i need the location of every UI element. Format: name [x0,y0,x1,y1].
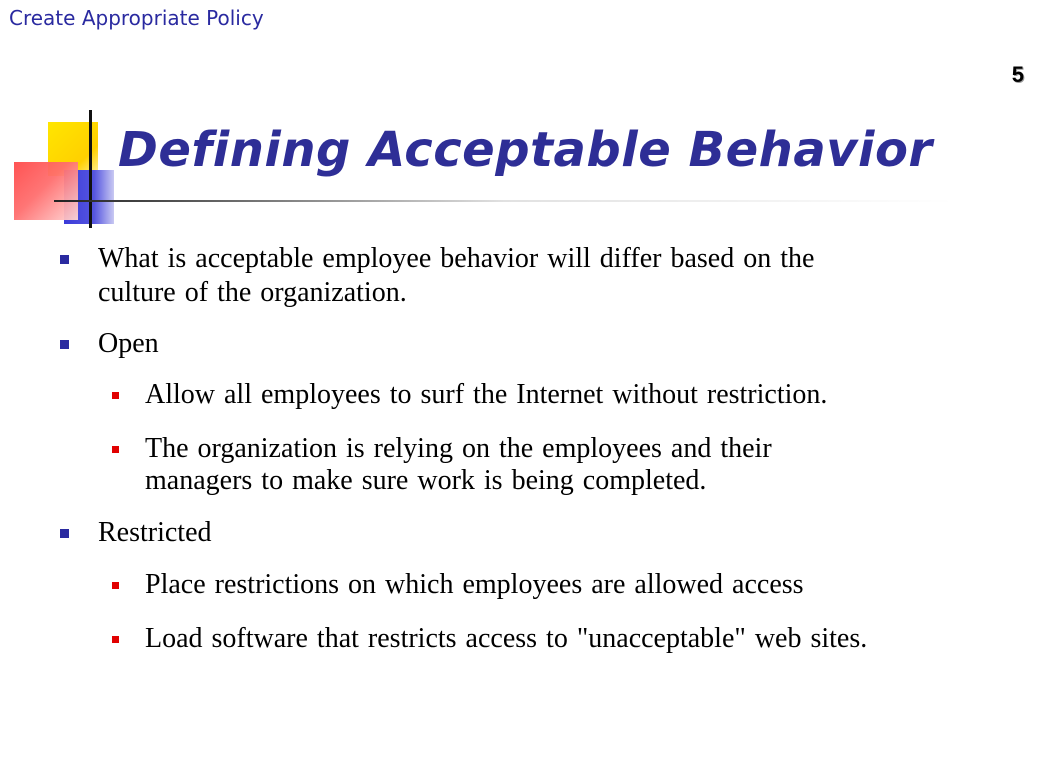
sub-bullet-text-2-2: The organization is relying on the employees and their [145,433,772,464]
sub-bullet-text-3-1: Place restrictions on which employees are allowed access [145,569,804,600]
sub-bullet-marker [112,392,119,399]
sub-bullet-marker [112,582,119,589]
bullet-text-1-cont: culture of the organization. [98,277,407,308]
bullet-text-1: What is acceptable employee behavior will differ based on the [98,243,815,274]
bullet-marker [60,340,69,349]
vertical-rule [89,110,92,228]
bullet-marker [60,529,69,538]
horizontal-rule [54,200,954,202]
bullet-text-3: Restricted [98,517,212,548]
sub-bullet-text-2-2-cont: managers to make sure work is being completed. [145,465,707,496]
red-square-shape [14,162,78,220]
header-label: Create Appropriate Policy [9,6,264,30]
sub-bullet-text-2-1: Allow all employees to surf the Internet without restriction. [145,379,828,410]
slide-title: Defining Acceptable Behavior [118,122,933,178]
sub-bullet-marker [112,636,119,643]
sub-bullet-text-3-2: Load software that restricts access to "unacceptable" web sites. [145,623,868,654]
slide-number: 5 [1011,62,1024,87]
bullet-text-2: Open [98,328,159,359]
bullet-marker [60,255,69,264]
sub-bullet-marker [112,446,119,453]
